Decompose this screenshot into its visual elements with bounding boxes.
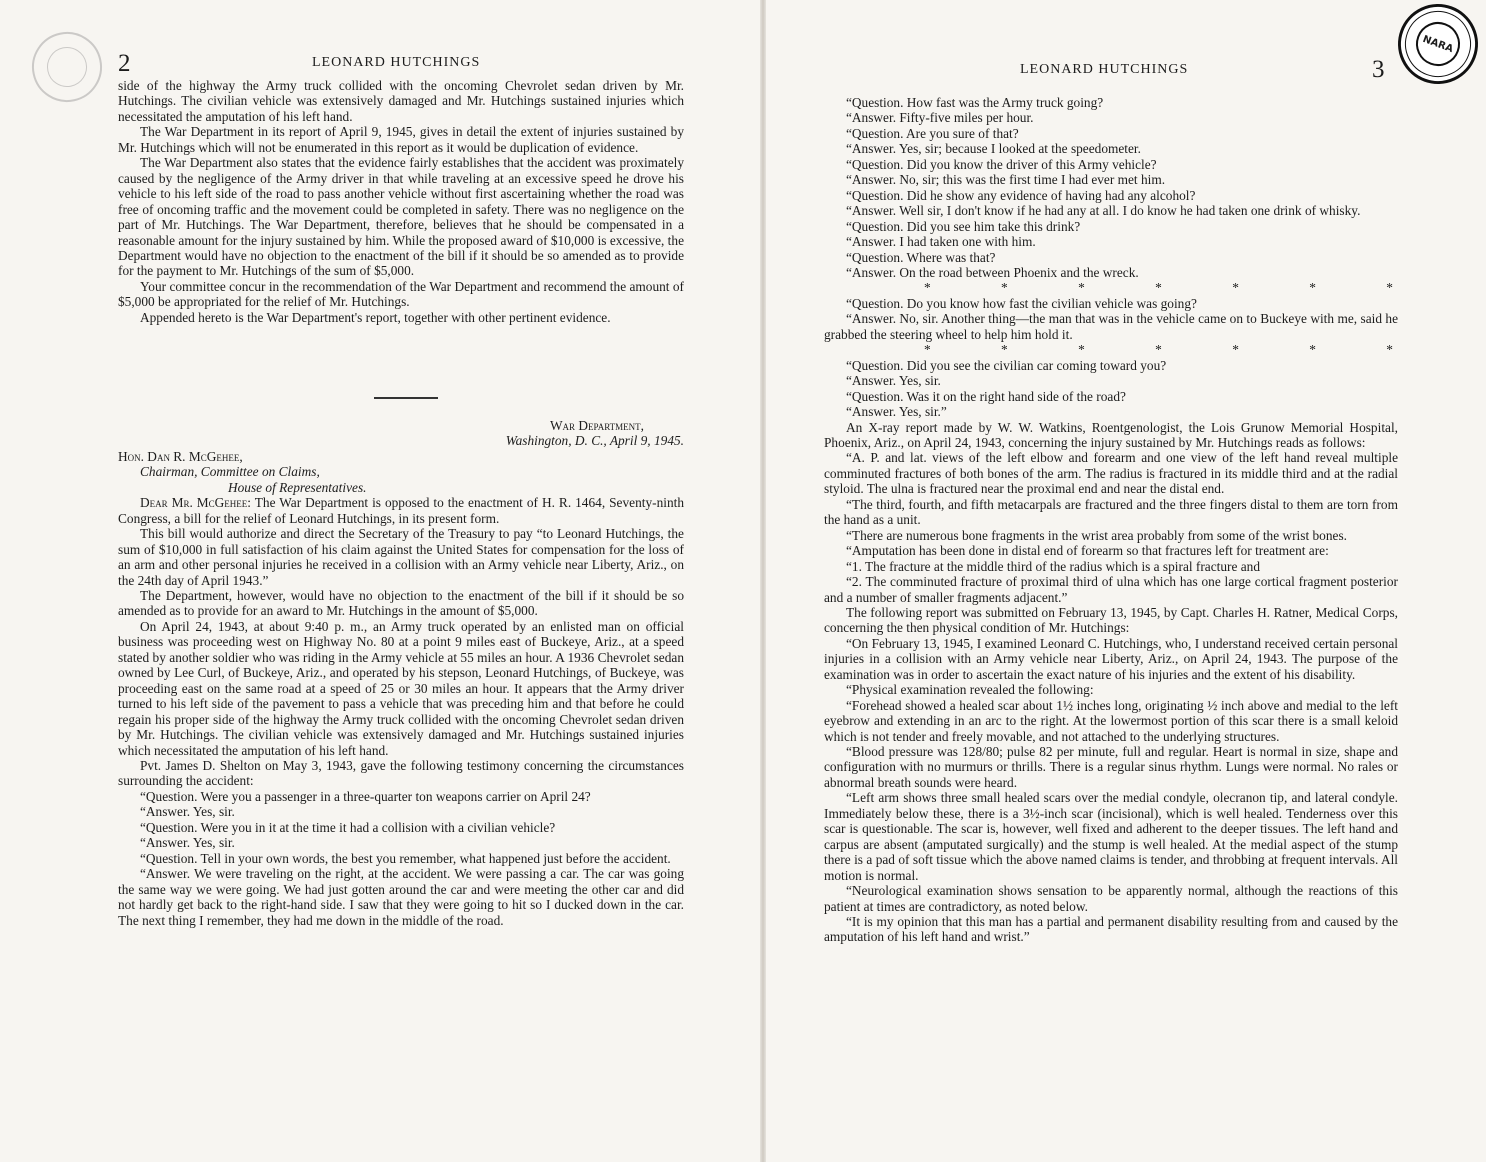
testimony-line: “Answer. Yes, sir. xyxy=(140,804,235,820)
testimony-line: “Question. Did you see him take this drink? xyxy=(846,218,1081,234)
library-stamp-left xyxy=(25,25,108,108)
testimony-line: “Answer. No, sir. Another thing—the man that was in the vehicle came on to Buckeye with me, said he grabbed the steering wheel to help him hold it. xyxy=(824,311,1398,342)
paragraph: “On February 13, 1945, I examined Leonard C. Hutchings, who, I understand received certain personal injuries in a collision with an Army vehicle near Liberty, Ariz., on April 24, 1943. The purpose of the examination was in order to ascertain the exact nature of his injuries and the extent of his disability. xyxy=(824,635,1398,682)
testimony-line: “Answer. On the road between Phoenix and the wreck. xyxy=(846,264,1139,280)
paragraph: “1. The fracture at the middle third of the radius which is a spiral fracture and xyxy=(846,558,1260,574)
letter-paragraph-0 xyxy=(118,495,684,526)
paragraph: The War Department also states that the evidence fairly establishes that the accident was proximately caused by the negligence of the Army driver in that while traveling at an excessive speed he drove his vehicle to his left side of the road to pass another vehicle without first ascertaining whether the road was free of oncoming traffic and the movement could be completed in safety. There was no negligence on the part of Mr. Hutchings. The War Department, therefore, believes that he should be compensated in a reasonable amount for the injury sustained by him. While the proposed award of $10,000 is excessive, the Department would have no objection to the enactment of the bill if it should be so amended as to provide for the payment to Mr. Hutchings of the sum of $5,000. xyxy=(118,155,684,279)
paragraph: On April 24, 1943, at about 9:40 p. m., an Army truck operated by an enlisted man on official business was proceeding west on Highway No. 80 at a point 9 miles east of Buckeye, Ariz., at a speed stated by another soldier who was riding in the Army vehicle at 55 miles an hour. A 1936 Chevrolet sedan owned by Lee Curl, of Buckeye, Ariz., and operated by his stepson, Leonard Hutchings, of Buckeye, was proceeding east on the same road at a speed of 25 or 30 miles an hour. It appears that the Army driver turned to his left side of the pavement to pass a vehicle that was preceding him and that before he could regain his proper side of the highway the Army truck collided with the oncoming Chevrolet sedan driven by Mr. Hutchings. The civilian vehicle was extensively damaged and Mr. Hutchings sustained injuries which necessitated the amputation of his left hand. xyxy=(118,618,684,758)
star: * xyxy=(1155,342,1162,358)
page-number-right: 3 xyxy=(1372,56,1385,83)
star: * xyxy=(1232,280,1239,296)
paragraph: “Neurological examination shows sensation to be apparently normal, although the reactions of this patient at times are contradictory, as noted below. xyxy=(824,883,1398,914)
star: * xyxy=(924,342,931,358)
testimony-line: “Answer. No, sir; this was the first time I had ever met him. xyxy=(846,172,1166,188)
war-department-letter xyxy=(118,418,684,928)
testimony-line: “Answer. Fifty-five miles per hour. xyxy=(846,110,1034,126)
star: * xyxy=(1001,280,1008,296)
letter-to-name-text: Hon. Dan R. McGehee, xyxy=(118,448,243,464)
page-number-left: 2 xyxy=(118,50,131,77)
right-page xyxy=(766,0,1486,1162)
paragraph: The Department, however, would have no objection to the enactment of the bill if it should be so amended as to provide for an award to Mr. Hutchings in the amount of $5,000. xyxy=(118,587,684,619)
testimony-line: “Answer. Well sir, I don't know if he had any at all. I do know he had taken one drink of whisky. xyxy=(846,203,1361,219)
paragraph: “A. P. and lat. views of the left elbow and forearm and one view of the left hand reveal multiple comminuted fractures of both bones of the arm. The radius is fractured in its middle third and at the radial styloid. The ulna is fractured near the proximal end and near the distal end. xyxy=(824,450,1398,497)
star: * xyxy=(1078,342,1085,358)
library-stamp-ring xyxy=(1396,2,1481,87)
paragraph: “Left arm shows three small healed scars over the medial condyle, olecranon tip, and lateral condyle. Immediately below these, there is a 3½-inch scar (incisional), which is well healed. Tenderness over this scar is questionable. The scar is, however, well fixed and adherent to the deeper tissues. The left hand and carpus are absent (amputated surgically) and the stump is well healed. At the medial aspect of the stump there is a pad of soft tissue which the above named claims is tender, and throbbing at frequent intervals. All motion is normal. xyxy=(824,790,1398,883)
library-stamp-right xyxy=(1387,0,1486,95)
testimony-line: “Question. Did you know the driver of this Army vehicle? xyxy=(846,156,1157,172)
section-divider xyxy=(374,397,438,399)
paragraph: This bill would authorize and direct the Secretary of the Treasury to pay “to Leonard Hutchings, the sum of $10,000 in full satisfaction of his claim against the United States for compensation for the loss of an arm and other personal injuries he received in a collision with an Army vehicle near Liberty, Ariz., on the 24th day of April 1943.” xyxy=(118,526,684,588)
testimony-line: “Question. How fast was the Army truck going? xyxy=(846,95,1104,110)
testimony-line: “Answer. Yes, sir.” xyxy=(846,404,947,420)
letter-place-date: Washington, D. C., April 9, 1945. xyxy=(505,433,684,449)
right-body xyxy=(824,95,1398,945)
testimony-line: “Question. Was it on the right hand side of the road? xyxy=(846,388,1126,404)
library-stamp-left-inner xyxy=(43,43,90,90)
paragraph: “There are numerous bone fragments in the wrist area probably from some of the wrist bones. xyxy=(846,527,1347,543)
testimony-line: “Question. Were you a passenger in a three-quarter ton weapons carrier on April 24? xyxy=(140,788,591,804)
paragraph: “It is my opinion that this man has a partial and permanent disability resulting from and caused by the amputation of his left hand and wrist.” xyxy=(824,914,1398,945)
paragraph: The following report was submitted on February 13, 1945, by Capt. Charles H. Ratner, Medical Corps, concerning the then physical condition of Mr. Hutchings: xyxy=(824,604,1398,636)
running-head-right: LEONARD HUTCHINGS xyxy=(1020,62,1189,77)
omission-stars-1 xyxy=(824,280,1398,295)
paragraph: Pvt. James D. Shelton on May 3, 1943, gave the following testimony concerning the circumstances surrounding the accident: xyxy=(118,757,684,789)
library-stamp-center: NARA xyxy=(1410,16,1466,72)
paragraph: The War Department in its report of April 9, 1945, gives in detail the extent of injuries sustained by Mr. Hutchings which will not be enumerated in this report as it would be duplication of evidence. xyxy=(118,124,684,155)
paragraph: “Physical examination revealed the following: xyxy=(846,682,1094,698)
testimony-line: “Question. Are you sure of that? xyxy=(846,125,1019,141)
paragraph: “Blood pressure was 128/80; pulse 82 per minute, full and regular. Heart is normal in size, shape and configuration with no murmurs or thrills. There is a regular sinus rhythm. Lungs were normal. No rales or abnormal breath sounds were heard. xyxy=(824,744,1398,790)
letter-from: War Department, xyxy=(549,418,644,433)
star: * xyxy=(1386,280,1393,296)
paragraph: “Amputation has been done in distal end of forearm so that fractures left for treatment are: xyxy=(846,543,1329,559)
testimony-line: “Question. Tell in your own words, the best you remember, what happened just before the accident. xyxy=(140,850,671,866)
paragraph: “Forehead showed a healed scar about 1½ inches long, originating ½ inch above and medial to the left eyebrow and extending in an arc to the right. At the lowermost portion of this scar there is a small keloid which is not tender and freely movable, and not attached to the underlying structures. xyxy=(824,697,1398,744)
testimony-line: “Answer. I had taken one with him. xyxy=(846,234,1036,250)
star: * xyxy=(1001,342,1008,358)
star: * xyxy=(1232,342,1239,358)
letter-paragraph-0-text: The War Department is opposed to the enactment of H. R. 1464, Seventy-ninth Congress, a bill for the relief of Leonard Hutchings, in its present form. xyxy=(118,495,684,526)
paragraph: An X-ray report made by W. W. Watkins, Roentgenologist, the Lois Grunow Memorial Hospital, Phoenix, Ariz., on April 24, 1943, concerning the injury sustained by Mr. Hutchings reads as follows: xyxy=(824,419,1398,450)
star: * xyxy=(1155,280,1162,296)
paragraph: side of the highway the Army truck collided with the oncoming Chevrolet sedan driven by Mr. Hutchings. The civilian vehicle was extensively damaged and Mr. Hutchings sustained injuries which necessitated the amputation of his left hand. xyxy=(118,78,684,124)
testimony-line: “Answer. We were traveling on the right, at the accident. We were passing a car. The car was going the same way we were going. We had just gotten around the car and were meeting the other car and did not hardly get back to the right-hand side. I saw that they were going to hit so I ducked down in the car. The next thing I remember, they had me down in the middle of the road. xyxy=(118,866,684,928)
paragraph: “The third, fourth, and fifth metacarpals are fractured and the three fingers distal to them are torn from the hand as a unit. xyxy=(824,496,1398,528)
paragraph: Your committee concur in the recommendation of the War Department and recommend the amount of $5,000 be appropriated for the relief of Mr. Hutchings. xyxy=(118,278,684,310)
star: * xyxy=(1309,342,1316,358)
star: * xyxy=(1078,280,1085,296)
testimony-line: “Question. Did you see the civilian car coming toward you? xyxy=(846,357,1167,373)
testimony-line: “Answer. Yes, sir. xyxy=(140,835,235,851)
paragraph: Appended hereto is the War Department's report, together with other pertinent evidence. xyxy=(140,309,611,325)
running-head-left: LEONARD HUTCHINGS xyxy=(312,55,481,70)
paragraph: “2. The comminuted fracture of proximal third of ulna which has one large cortical fragment posterior and a number of smaller fragments adjacent.” xyxy=(824,574,1398,605)
letter-to-name xyxy=(118,449,684,464)
testimony-line: “Answer. Yes, sir. xyxy=(846,373,941,389)
testimony-line: “Answer. Yes, sir; because I looked at the speedometer. xyxy=(846,141,1141,157)
star: * xyxy=(1309,280,1316,296)
left-body-top xyxy=(118,78,684,325)
letter-to-body: House of Representatives. xyxy=(228,479,367,495)
star: * xyxy=(1386,342,1393,358)
star: * xyxy=(924,280,931,296)
testimony-line: “Question. Where was that? xyxy=(846,249,996,265)
letter-salutation: Dear Mr. McGehee: xyxy=(140,495,252,511)
testimony-line: “Question. Do you know how fast the civilian vehicle was going? xyxy=(846,295,1197,311)
testimony-line: “Question. Were you in it at the time it had a collision with a civilian vehicle? xyxy=(140,819,556,835)
omission-stars-2 xyxy=(824,342,1398,357)
letter-to-title: Chairman, Committee on Claims, xyxy=(140,464,320,480)
testimony-line: “Question. Did he show any evidence of having had any alcohol? xyxy=(846,187,1196,203)
